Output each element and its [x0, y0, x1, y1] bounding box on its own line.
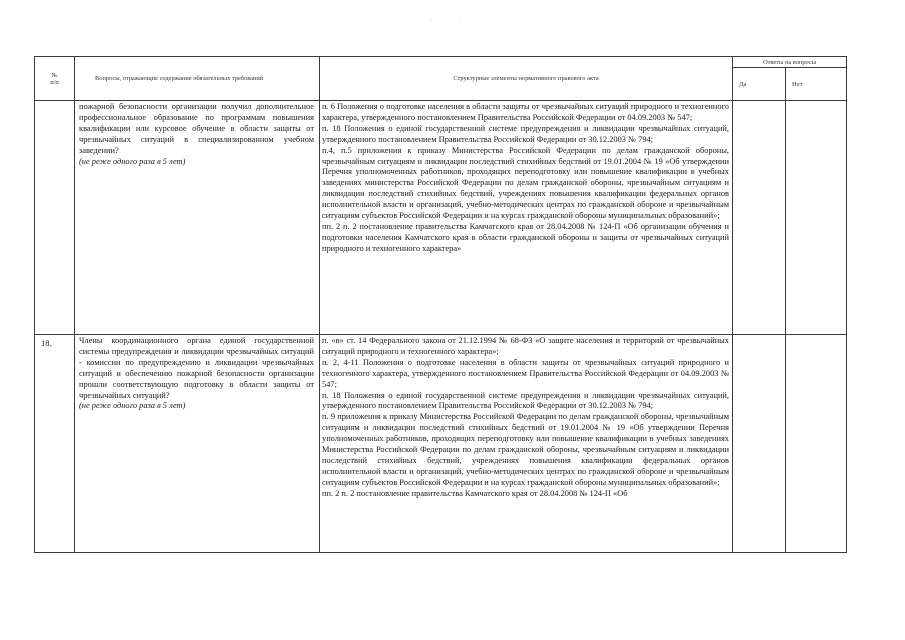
question-periodicity-note: (не реже одного раза в 5 лет) [79, 401, 186, 411]
answer-no-cell[interactable] [786, 335, 847, 553]
header-answer-no: Нет [786, 68, 847, 101]
row-norms [320, 335, 733, 553]
question-text: пожарной безопасности организации получил дополнительное профессиональное образование по программам повышения квалификации или курсовое обучение в области защиты от чрезвычайных ситуаций в специализированном учебном заведении? [79, 102, 314, 155]
norm-paragraph: п. «в» ст. 14 Федерального закона от 21.12.1994 № 68-ФЗ «О защите населения и территорий от чрезвычайных ситуаций природного и техногенного характера»; [322, 336, 729, 356]
norm-paragraph: п. 18 Положения о единой государственной системе предупреждения и ликвидации чрезвычайных ситуаций, утвержденного постановлением Правительства Российской Федерации от 30.12.2003 № 794; [322, 390, 729, 411]
norm-paragraph: пп. 2 п. 2 постановление правительства Камчатского края от 28.04.2008 № 124-П «Об организации обучения и подготовки населения Камчатского края в области гражданской обороны и защиты от чрезвычайных ситуаций природного и техногенного характера» [322, 221, 729, 253]
norm-paragraph: п.4, п.5 приложения к приказу Министерства Российской Федерации по делам гражданской обороны, чрезвычайным ситуациям и ликвидации последствий стихийных бедствий от 19.01.2004 № 19 «Об утверждении Перечня уполномоченных работников, проходящих переподготовку или повышение квалификации в учебных заведениях министерства Российской Федерации по делам гражданской обороны, чрезвычайным ситуациям и ликвидации последствий стихийных бедствий, учреждениях повышения квалификации федеральных органов исполнительной власти и организаций, учебно-методических центрах по гражданской обороне и чрезвычайным ситуациям субъектов Российской Федерации и на курсах гражданской обороны муниципальных образований»; [322, 145, 729, 221]
row-question [75, 335, 320, 553]
table-row [35, 101, 847, 335]
row-number: 18. [35, 335, 75, 553]
question-periodicity-note: (не реже одного раза в 5 лет) [79, 156, 186, 166]
scan-speck: · [460, 20, 462, 26]
norm-paragraph: п. 18 Положения о единой государственной системе предупреждения и ликвидации чрезвычайных ситуаций, утвержденного постановлением Правительства Российской Федерации от 30.12.2003 № 794; [322, 123, 729, 144]
header-norms-column: Структурные элементы нормативного правового акта [320, 57, 733, 101]
row-norms [320, 101, 733, 335]
table-header-row [35, 57, 847, 68]
header-answer-yes: Да [733, 68, 786, 101]
header-number-symbol: № [51, 71, 58, 79]
header-number-column [35, 57, 75, 101]
header-questions-column: Вопросы, отражающие содержание обязательных требований [75, 57, 320, 101]
answer-no-cell[interactable] [786, 101, 847, 335]
answer-yes-cell[interactable] [733, 335, 786, 553]
requirements-table [34, 56, 847, 553]
answer-yes-cell[interactable] [733, 101, 786, 335]
norm-paragraph: пп. 2 п. 2 постановление правительства Камчатского края от 28.04.2008 № 124-П «Об [322, 488, 628, 498]
table-row [35, 335, 847, 553]
question-text: Члены координационного органа единой государственной системы предупреждения и ликвидации чрезвычайных ситуаций - комиссии по предупреждению и ликвидации чрезвычайных ситуаций и обеспечению пожарной безопасности организации прошли соответствующую подготовку в области защиты от чрезвычайных ситуаций? [79, 336, 314, 400]
row-question [75, 101, 320, 335]
header-number-abbrev: п/п [50, 78, 59, 86]
norm-paragraph: п. 6 Положения о подготовке населения в области защиты от чрезвычайных ситуаций природного и техногенного характера, утвержденного постановлением Правительства Российской Федерации от 04.09.2003 № 547; [322, 102, 729, 122]
norm-paragraph: п. 9 приложения к приказу Министерства Российской Федерации по делам гражданской обороны, чрезвычайным ситуациям и ликвидации последствий стихийных бедствий от 19.01.2004 № 19 «Об утверждении Перечня уполномоченных работников, проходящих переподготовку или повышение квалификации в учебных заведениях Министерства Российской Федерации по делам гражданской обороны, чрезвычайным ситуациям и ликвидации последствий стихийных бедствий, учреждениях повышения квалификации федеральных органов исполнительной власти и организаций, учебно-методических центрах по гражданской обороне и чрезвычайным ситуациям субъектов Российской Федерации и на курсах гражданской обороны муниципальных образований»; [322, 412, 729, 487]
norm-paragraph: п. 2, 4-11 Положения о подготовке населения в области защиты от чрезвычайных ситуаций природного и техногенного характера, утвержденного постановлением Правительства Российской Федерации от 04.09.2003 № 547; [322, 357, 729, 389]
header-answers-column: Ответы на вопросы [733, 57, 847, 68]
scan-speck: · [430, 18, 432, 24]
row-number [35, 101, 75, 335]
